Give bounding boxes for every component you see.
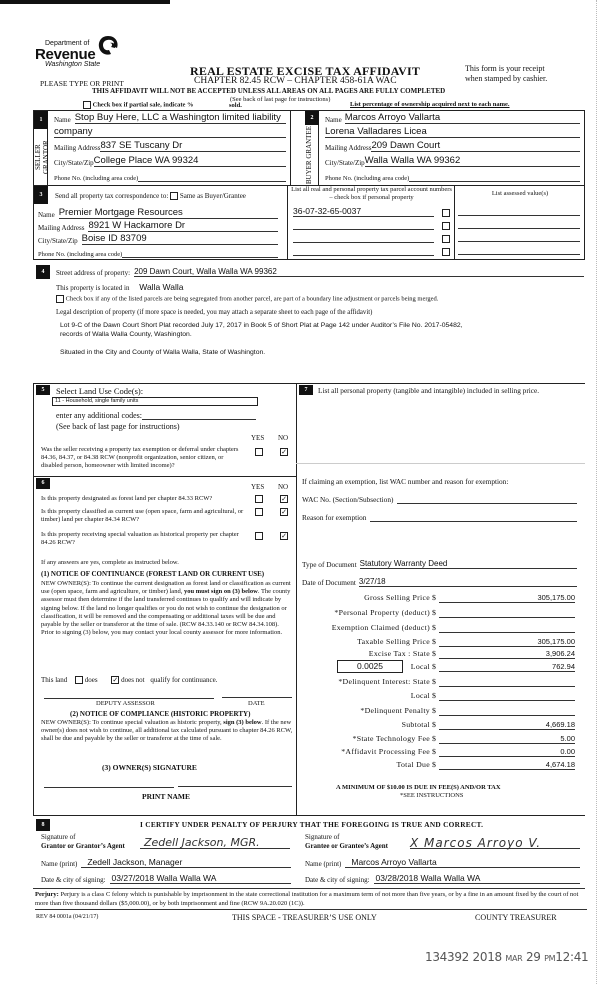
grantee-name-row [305, 856, 580, 868]
dollar-sign: $ [432, 677, 436, 686]
does-label: does [84, 676, 98, 684]
corr-name-field[interactable]: Premier Mortgage Resources [59, 207, 278, 219]
exemption-claimed-label: Exemption Claimed (deduct) [331, 623, 430, 632]
receipt-note-line1: This form is your receipt [465, 64, 545, 73]
ownership-note: List percentage of ownership acquired next to each name. [350, 101, 510, 108]
form-chapter: CHAPTER 82.45 RCW – CHAPTER 458-61A WAC [194, 76, 397, 86]
see-instructions-note: *SEE INSTRUCTIONS [400, 792, 464, 799]
gross-selling-price-line [439, 602, 575, 603]
delinquent-penalty-label: *Delinquent Penalty [360, 706, 430, 715]
grantee-signature-field[interactable]: X Marcos Arroyo V. [410, 836, 580, 849]
dor-swirl-icon [96, 34, 120, 58]
excise-state-line [439, 658, 575, 659]
owner-signature-line-2[interactable] [178, 786, 292, 787]
personal-property-deduct-label: *Personal Property (deduct) [334, 608, 430, 617]
parcel-number-field[interactable] [293, 246, 434, 256]
grantor-signature-field[interactable]: Zedell Jackson, MGR. [140, 836, 290, 849]
section6-yes-header: YES [251, 483, 265, 491]
delinquent-interest-state-line [439, 686, 575, 687]
doc-date-field[interactable]: 3/27/18 [359, 577, 577, 587]
located-row [56, 282, 183, 292]
notice2-title: (2) NOTICE OF COMPLIANCE (HISTORIC PROPERTY) [70, 710, 251, 718]
subtotal-field[interactable]: 4,669.18 [545, 720, 575, 729]
does-not-qualify-checkbox[interactable]: ✓ [112, 676, 119, 685]
does-qualify-checkbox[interactable] [75, 676, 83, 684]
state-technology-fee-line [439, 743, 575, 744]
land-use-label: Select Land Use Code(s): [56, 386, 144, 396]
stamp-ampm: PM [544, 954, 556, 963]
parcel-number-field[interactable] [293, 233, 434, 243]
grantor-date-field[interactable]: 03/27/2018 Walla Walla WA [110, 873, 291, 884]
grantor-name-row [41, 856, 291, 868]
current-use-yes-checkbox[interactable] [255, 508, 263, 516]
perjury-text: Perjury is a class C felony which is punishable by imprisonment in the state correctional institution for a maximum term of not more than five years, or by a fine in an amount fixed by the court of not more than five thousand dollars ($5,000.00), or by both imprisonment and fine (RCW 9A.20.020 (1C)). [35, 891, 579, 907]
subtotal-line [439, 729, 575, 730]
delinquent-penalty-row [300, 706, 580, 718]
gross-selling-price-field[interactable]: 305,175.00 [537, 593, 575, 602]
section-5-badge: 5 [36, 385, 50, 395]
logo-revenue-text: Revenue [35, 46, 96, 63]
notice2-text [41, 719, 293, 744]
seller-name-row [54, 112, 286, 124]
doc-type-field[interactable]: Statutory Warranty Deed [360, 559, 577, 569]
excise-local-row [300, 662, 580, 674]
dollar-sign: $ [432, 747, 436, 756]
section6-divider [33, 476, 296, 477]
section5-yes-header: YES [251, 434, 265, 442]
parcel-row-2 [293, 219, 453, 230]
grantee-date-label: Date & city of signing: [305, 876, 370, 884]
grantee-sig-label-1: Signature of [305, 833, 340, 841]
located-field[interactable]: Walla Walla [139, 282, 184, 292]
seller-grantor-label: SELLER GRANTOR [33, 140, 50, 174]
additional-codes-row [56, 409, 256, 420]
buyer-name-row-2 [325, 126, 580, 138]
seller-name-field[interactable]: Stop Buy Here, LLC a Washington limited liability [75, 112, 286, 124]
seller-name-field-2[interactable]: company [54, 126, 286, 138]
notice1-text [41, 580, 291, 637]
section5-no-header: NO [278, 434, 289, 442]
seller-phone-label: Phone No. (including area code) [54, 175, 139, 182]
notice1-text-a: NEW OWNER(S): To continue the current designation as forest land or classification as current use (open space, farm and agriculture, or timber) land, [41, 580, 291, 596]
assessed-value-field[interactable] [458, 232, 580, 242]
corr-phone-row [38, 246, 278, 258]
legal-description-line2: records of Walla Walla County, Washington. [60, 331, 192, 338]
seller-city-row [54, 155, 286, 167]
receipt-note-line2: when stamped by cashier. [465, 74, 548, 83]
wac-label: WAC No. (Section/Subsection) [302, 495, 394, 504]
notice1-text-b: . The county assessor must then determine if the land transferred continues to qualify and will indicate by signing below. If the land no longer qualifies or you do not wish to continue the designation or classification, it will be removed and the compensating or additional taxes will be due and payable by the seller or transferor at the time of sale. (RCW 84.33.140 or RCW 84.34.108). Prior to signing (3) below, you may contact your local county assessor for more information. [41, 588, 291, 637]
section-4-badge: 4 [36, 265, 50, 279]
dollar-sign: $ [432, 637, 436, 646]
stamp-number: 134392 2018 [425, 950, 502, 964]
exemption-claimed-row [300, 623, 580, 635]
seller-city-label: City/State/Zip [54, 159, 94, 167]
corr-address-row [38, 220, 278, 232]
current-use-no-checkbox[interactable]: ✓ [281, 508, 287, 516]
buyer-grantee-label: BUYER GRANTEE [305, 125, 313, 185]
personal-property-checkbox[interactable] [442, 209, 450, 217]
total-due-row [300, 760, 580, 772]
doc-type-row [302, 557, 577, 569]
taxable-selling-price-field[interactable]: 305,175.00 [537, 637, 575, 646]
doc-date-label: Date of Document [302, 578, 356, 587]
corr-address-field[interactable]: 8921 W Hackamore Dr [88, 220, 278, 232]
wac-row [302, 493, 577, 504]
buyer-phone-row [325, 170, 580, 182]
scan-edge-right [596, 0, 597, 984]
additional-codes-label: enter any additional codes: [56, 411, 142, 420]
forest-land-yes-checkbox[interactable] [255, 495, 263, 503]
segregated-label: Check box if any of the listed parcels are being segregated from another parcel, are part of a boundary line adjustment or parcels being merged. [65, 295, 439, 303]
dollar-sign: $ [432, 720, 436, 729]
stamp-day: 29 [525, 950, 541, 964]
legal-description-line3: Situated in the City and County of Walla Walla, State of Washington. [60, 349, 266, 356]
corr-phone-label: Phone No. (including area code) [38, 251, 123, 258]
print-name-label: PRINT NAME [142, 792, 190, 801]
grantee-date-field[interactable]: 03/28/2018 Walla Walla WA [374, 873, 580, 884]
this-land-label: This land [41, 676, 68, 684]
seller-address-label: Mailing Address [54, 144, 101, 152]
additional-codes-field[interactable] [142, 411, 256, 420]
segregated-row [56, 295, 438, 303]
assessed-value-field[interactable] [458, 219, 580, 229]
buyer-city-row [325, 155, 580, 167]
receipt-note [465, 64, 547, 84]
corr-address-label: Mailing Address [38, 224, 85, 232]
parcel-header: List all real and personal property tax parcel account numbers – check box if personal property [291, 186, 452, 201]
correspondence-label: Send all property tax correspondence to: [55, 192, 169, 200]
assessed-divider-v [454, 185, 455, 260]
buyer-phone-field[interactable] [409, 172, 580, 182]
grantor-sig-label-2: Grantor or Grantor’s Agent [41, 841, 125, 850]
state-technology-fee-row [300, 734, 580, 746]
buyer-name-label: Name [325, 116, 342, 124]
grantor-sig-label-1: Signature of [41, 833, 76, 841]
lower-frame-mid [296, 383, 297, 815]
perjury-label: Perjury: [35, 891, 59, 898]
section-2-badge: 2 [305, 111, 319, 125]
parties-divider-v [290, 110, 291, 186]
corr-name-row [38, 207, 278, 219]
buyer-address-label: Mailing Address [325, 144, 372, 152]
parcel-divider-v [287, 185, 288, 260]
dollar-sign: $ [432, 706, 436, 715]
delinquent-interest-local-line [439, 700, 575, 701]
seller-address-field[interactable]: 837 SE Tuscany Dr [100, 140, 286, 152]
personal-property-checkbox[interactable] [442, 222, 450, 230]
lower-frame-left [33, 383, 34, 815]
assessed-value-field[interactable] [458, 245, 580, 255]
total-due-label: Total Due [396, 760, 430, 769]
buyer-name-row [325, 112, 580, 124]
partial-sale-checkbox[interactable] [83, 101, 91, 109]
same-as-buyer-checkbox[interactable] [170, 192, 178, 200]
section8-bottom-rule [33, 888, 585, 889]
buyer-name-field[interactable]: Marcos Arroyo Vallarta [345, 112, 580, 124]
assessor-date-label: DATE [248, 700, 265, 707]
historical-question: Is this property receiving special valuation as historical property per chapter 84.26 RCW? [41, 531, 239, 546]
section5-see-back: (See back of last page for instructions) [56, 422, 180, 431]
grantor-name-field[interactable]: Zedell Jackson, Manager [81, 857, 291, 868]
delinquent-penalty-line [439, 715, 575, 716]
does-not-label: does not [121, 676, 145, 684]
personal-property-label: List all personal property (tangible and intangible) included in selling price. [318, 386, 540, 395]
excise-local-label: Local [410, 662, 430, 671]
grantee-signature-label [305, 833, 388, 850]
seller-exemption-no-checkbox[interactable]: ✓ [281, 448, 287, 456]
legal-description-label: Legal description of property (if more space is needed, you may attach a separate sheet to each page of the affidavit) [56, 309, 373, 316]
total-due-field[interactable]: 4,674.18 [545, 760, 575, 769]
section-8-badge: 8 [36, 819, 50, 831]
same-as-buyer-label: Same as Buyer/Grantee [179, 192, 246, 200]
owner-signature-line-1[interactable] [44, 787, 174, 788]
form-id: REV 84 0001a (04/21/17) [36, 914, 99, 920]
assessed-value-field[interactable] [458, 206, 580, 216]
assessed-header: List assessed value(s) [491, 190, 549, 197]
buyer-phone-label: Phone No. (including area code) [325, 175, 410, 182]
notice2-text-b: . If the new owner(s) does not wish to continue, all additional tax calculated pursuant to chapter 84.26 RCW, shall be due and payable by the seller or transferor at the time of sale. [41, 719, 293, 743]
gross-selling-price-row [300, 593, 580, 605]
affidavit-processing-fee-line [439, 756, 575, 757]
grantee-sig-label-2: Grantee or Grantee’s Agent [305, 841, 389, 850]
grantee-name-label: Name (print) [305, 860, 342, 868]
buyer-address-row [325, 140, 580, 152]
parcel-row-3 [293, 232, 453, 243]
section6-no-header: NO [278, 483, 289, 491]
dollar-sign: $ [432, 593, 436, 602]
delinquent-interest-state-row [300, 677, 580, 689]
deputy-assessor-line [44, 698, 214, 699]
street-address-label: Street address of property: [56, 269, 131, 277]
county-treasurer-label: COUNTY TREASURER [475, 913, 557, 922]
affidavit-processing-fee-label: *Affidavit Processing Fee [341, 747, 430, 756]
historical-no-checkbox[interactable]: ✓ [281, 532, 287, 540]
buyer-side-label-box [305, 125, 319, 185]
parcel-number-field[interactable]: 36-07-32-65-0037 [293, 206, 434, 217]
reason-label: Reason for exemption [302, 513, 367, 522]
exemption-claim-label: If claiming an exemption, list WAC number and reason for exemption: [302, 477, 509, 486]
forest-land-question: Is this property designated as forest land per chapter 84.33 RCW? [41, 495, 213, 502]
buyer-city-label: City/State/Zip [325, 159, 365, 167]
form-title: REAL ESTATE EXCISE TAX AFFIDAVIT [190, 64, 421, 78]
forest-land-no-checkbox[interactable]: ✓ [281, 495, 287, 503]
notice2-text-a: NEW OWNER(S): To continue special valuation as historic property, [41, 719, 222, 726]
grantor-signature-label [41, 833, 125, 850]
dollar-sign: $ [432, 760, 436, 769]
corr-name-label: Name [38, 211, 55, 219]
current-use-question: Is this property classified as current use (open space, farm and agricultural, or timber) land per chapter 84.34 RCW? [41, 508, 244, 523]
local-rate-box[interactable]: 0.0025 [337, 660, 403, 673]
seller-name-label: Name [54, 116, 71, 124]
seller-name-row-2 [54, 126, 286, 138]
gross-selling-price-label: Gross Selling Price [364, 593, 430, 602]
buyer-address-field[interactable]: 209 Dawn Court [371, 140, 580, 152]
personal-property-checkbox[interactable] [442, 235, 450, 243]
excise-state-label: Excise Tax : State [368, 649, 430, 658]
owner-signature-title: (3) OWNER(S) SIGNATURE [102, 763, 197, 772]
segregated-checkbox[interactable] [56, 295, 64, 303]
logo-department-text: Department of [45, 40, 90, 47]
buyer-name-field-2[interactable]: Lorena Valladares Licea [325, 126, 580, 138]
personal-property-checkbox[interactable] [442, 248, 450, 256]
seller-side-label-box [34, 129, 48, 185]
notice2-text-bold: sign (3) below [223, 719, 262, 726]
if-yes-note: If any answers are yes, complete as instructed below. [41, 559, 179, 566]
excise-state-field[interactable]: 3,906.24 [545, 649, 575, 658]
personal-property-deduct-row [300, 608, 580, 620]
corr-city-field[interactable]: Boise ID 83709 [82, 233, 278, 245]
grantor-date-row [41, 872, 291, 884]
affidavit-processing-fee-field[interactable]: 0.00 [560, 747, 575, 756]
lower-frame-top [33, 383, 585, 384]
located-label: This property is located in [56, 284, 130, 292]
corr-phone-field[interactable] [122, 248, 278, 258]
parcel-row-4 [293, 245, 453, 256]
parcel-row-1 [293, 206, 453, 217]
section-1-badge: 1 [34, 111, 48, 129]
excise-local-field[interactable]: 762.94 [552, 662, 575, 671]
subtotal-label: Subtotal [401, 720, 430, 729]
state-technology-fee-label: *State Technology Fee [352, 734, 430, 743]
land-use-select[interactable]: 11 - Household, single family units [52, 397, 258, 406]
assessor-date-line [222, 697, 292, 698]
scan-edge-bar [0, 0, 170, 4]
exemption-claimed-line [439, 632, 575, 633]
see-back-note: (See back of last page for instructions) [230, 96, 331, 103]
stamp-time: 12:41 [555, 950, 589, 964]
reason-row [302, 511, 577, 522]
seller-phone-row [54, 170, 286, 182]
total-due-line [439, 769, 575, 770]
section-3-badge: 3 [34, 186, 48, 204]
section-6-badge: 6 [36, 478, 50, 489]
delinquent-interest-local-label: Local [410, 691, 430, 700]
dollar-sign: $ [432, 662, 436, 671]
correspondence-row [55, 192, 246, 200]
grantee-name-field[interactable]: Marcos Arroyo Vallarta [345, 857, 580, 868]
corr-city-label: City/State/Zip [38, 237, 78, 245]
minimum-due-note: A MINIMUM OF $10.00 IS DUE IN FEE(S) AND/OR TAX [336, 784, 501, 791]
street-address-field[interactable]: 209 Dawn Court, Walla Walla WA 99362 [134, 267, 584, 277]
deputy-assessor-label: DEPUTY ASSESSOR [96, 700, 155, 707]
stamp-month: MAR [505, 954, 523, 963]
notice1-title: (1) NOTICE OF CONTINUANCE (FOREST LAND OR CURRENT USE) [41, 570, 265, 578]
delinquent-interest-local-row [300, 691, 580, 703]
grantor-date-label: Date & city of signing: [41, 876, 106, 884]
notice1-text-bold: you must sign on (3) below [183, 588, 258, 596]
doc-type-label: Type of Document [302, 560, 357, 569]
not-accepted-warning: THIS AFFIDAVIT WILL NOT BE ACCEPTED UNLESS ALL AREAS ON ALL PAGES ARE FULLY COMPLETED [92, 87, 446, 95]
dollar-sign: $ [432, 649, 436, 658]
grantor-name-label: Name (print) [41, 860, 78, 868]
legal-description-line1: Lot 9-C of the Dawn Court Short Plat recorded July 17, 2017 in Book 5 of Short Plat at Page 142 under Auditor’s File No. 2017-05482, [60, 322, 463, 329]
street-address-row [56, 265, 584, 277]
continuance-row [41, 676, 217, 684]
lower-frame-bottom [33, 815, 585, 816]
taxable-selling-price-label: Taxable Selling Price [357, 637, 430, 646]
taxable-selling-price-row [300, 637, 580, 649]
dollar-sign: $ [432, 734, 436, 743]
parcel-number-field[interactable] [293, 220, 434, 230]
corr-city-row [38, 233, 278, 245]
wac-field[interactable] [397, 495, 577, 504]
affidavit-processing-fee-row [300, 747, 580, 759]
seller-exemption-question: Was the seller receiving a property tax exemption or deferral under chapters 84.36, 84.37, or 84.38 RCW (nonprofit organization, senior citizen, or disabled person, homeowner with limited income)? [41, 446, 239, 469]
buyer-city-field[interactable]: Walla Walla WA 99362 [365, 155, 580, 167]
seller-city-field[interactable]: College Place WA 99324 [94, 155, 286, 167]
historical-yes-checkbox[interactable] [255, 532, 263, 540]
certify-statement: I CERTIFY UNDER PENALTY OF PERJURY THAT THE FOREGOING IS TRUE AND CORRECT. [140, 820, 484, 829]
taxable-selling-price-line [439, 646, 575, 647]
sold-label: sold. [229, 102, 242, 109]
section-7-badge: 7 [299, 385, 313, 395]
personal-property-deduct-line [439, 617, 575, 618]
seller-address-row [54, 140, 286, 152]
dollar-sign: $ [432, 623, 436, 632]
perjury-notice [35, 891, 587, 910]
treasurer-stamp [425, 950, 588, 964]
subtotal-row [300, 720, 580, 732]
treasurer-use-label: THIS SPACE - TREASURER’S USE ONLY [232, 913, 377, 922]
partial-sale-row [83, 101, 194, 109]
doc-date-row [302, 575, 577, 587]
qualify-label: qualify for continuance. [150, 676, 218, 684]
logo-washington-text: Washington State [45, 61, 101, 68]
excise-local-line [439, 671, 575, 672]
partial-sale-label: Check box if partial sale, indicate % [92, 101, 194, 109]
state-technology-fee-field[interactable]: 5.00 [560, 734, 575, 743]
section7-divider [296, 463, 585, 464]
seller-exemption-yes-checkbox[interactable] [255, 448, 263, 456]
delinquent-interest-state-label: *Delinquent Interest: State [338, 677, 430, 686]
grantee-date-row [305, 872, 580, 884]
dollar-sign: $ [432, 691, 436, 700]
please-type-text: PLEASE TYPE OR PRINT [40, 79, 124, 88]
seller-phone-field[interactable] [138, 172, 286, 182]
reason-field[interactable] [370, 513, 577, 522]
dollar-sign: $ [432, 608, 436, 617]
